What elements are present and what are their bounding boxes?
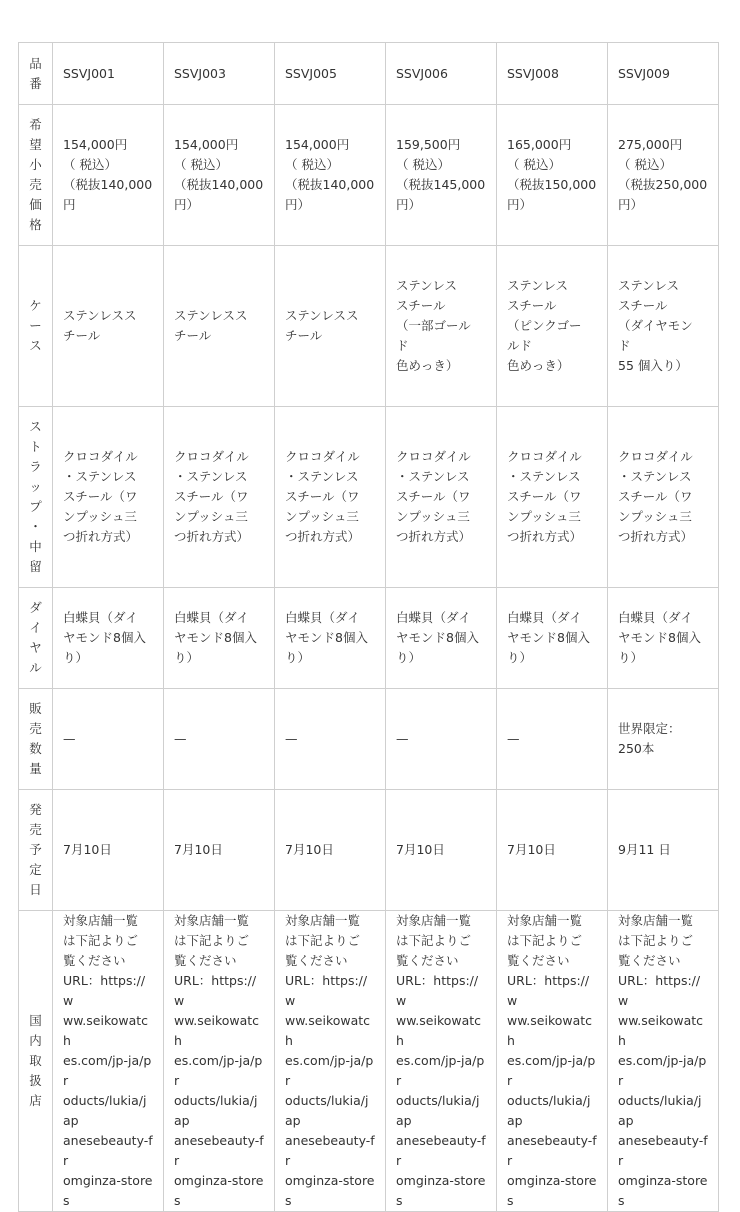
cell-price-1: 154,000円 （ 税込） （税抜140,000 円 (53, 105, 164, 246)
header-dial: ダ イ ヤ ル (19, 588, 53, 689)
cell-stores-3: 対象店舗一覧 は下記よりご 覧ください URL：https://w ww.seikowatch es.com/jp-ja/pr oducts/lukia/jap anesebeauty-fr omginza-stores (275, 911, 386, 1212)
row-strap (19, 407, 719, 588)
cell-model-3: SSVJ005 (275, 43, 386, 105)
header-price: 希 望 小 売 価 格 (19, 105, 53, 246)
cell-strap-5: クロコダイル ・ステンレス スチール（ワ ンプッシュ三 つ折れ方式） (497, 407, 608, 588)
cell-case-1: ステンレスス チール (53, 246, 164, 407)
cell-case-2: ステンレスス チール (164, 246, 275, 407)
cell-case-3: ステンレスス チール (275, 246, 386, 407)
cell-dial-3: 白蝶貝（ダイ ヤモンド8個入 り） (275, 588, 386, 689)
row-dial (19, 588, 719, 689)
cell-model-2: SSVJ003 (164, 43, 275, 105)
cell-case-6: ステンレス スチール （ダイヤモン ド 55 個入り） (608, 246, 719, 407)
cell-model-1: SSVJ001 (53, 43, 164, 105)
row-quantity (19, 689, 719, 790)
cell-stores-1: 対象店舗一覧 は下記よりご 覧ください URL：https://w ww.seikowatch es.com/jp-ja/pr oducts/lukia/jap anesebeauty-fr omginza-stores (53, 911, 164, 1212)
cell-quantity-2: — (164, 689, 275, 790)
cell-release-1: 7月10日 (53, 790, 164, 911)
cell-release-2: 7月10日 (164, 790, 275, 911)
header-stores: 国 内 取 扱 店 (19, 911, 53, 1212)
row-model-number (19, 43, 719, 105)
cell-strap-6: クロコダイル ・ステンレス スチール（ワ ンプッシュ三 つ折れ方式） (608, 407, 719, 588)
cell-release-3: 7月10日 (275, 790, 386, 911)
header-model-number: 品 番 (19, 43, 53, 105)
spec-table (18, 42, 719, 1212)
cell-price-6: 275,000円 （ 税込） （税抜250,000 円） (608, 105, 719, 246)
header-strap: ス ト ラ ッ プ ・ 中 留 (19, 407, 53, 588)
cell-strap-4: クロコダイル ・ステンレス スチール（ワ ンプッシュ三 つ折れ方式） (386, 407, 497, 588)
cell-strap-2: クロコダイル ・ステンレス スチール（ワ ンプッシュ三 つ折れ方式） (164, 407, 275, 588)
cell-price-5: 165,000円 （ 税込） （税抜150,000 円） (497, 105, 608, 246)
cell-dial-5: 白蝶貝（ダイ ヤモンド8個入 り） (497, 588, 608, 689)
cell-dial-2: 白蝶貝（ダイ ヤモンド8個入 り） (164, 588, 275, 689)
row-price (19, 105, 719, 246)
cell-quantity-5: — (497, 689, 608, 790)
cell-quantity-1: — (53, 689, 164, 790)
cell-model-6: SSVJ009 (608, 43, 719, 105)
cell-quantity-3: — (275, 689, 386, 790)
cell-strap-1: クロコダイル ・ステンレス スチール（ワ ンプッシュ三 つ折れ方式） (53, 407, 164, 588)
cell-price-3: 154,000円 （ 税込） （税抜140,000 円） (275, 105, 386, 246)
row-stores (19, 911, 719, 1212)
cell-dial-1: 白蝶貝（ダイ ヤモンド8個入 り） (53, 588, 164, 689)
cell-strap-3: クロコダイル ・ステンレス スチール（ワ ンプッシュ三 つ折れ方式） (275, 407, 386, 588)
header-release-date: 発 売 予 定 日 (19, 790, 53, 911)
header-quantity: 販 売 数 量 (19, 689, 53, 790)
cell-quantity-4: — (386, 689, 497, 790)
cell-case-5: ステンレス スチール （ピンクゴー ルド 色めっき） (497, 246, 608, 407)
cell-stores-4: 対象店舗一覧 は下記よりご 覧ください URL：https://w ww.seikowatch es.com/jp-ja/pr oducts/lukia/jap anesebeauty-fr omginza-stores (386, 911, 497, 1212)
cell-quantity-6: 世界限定： 250本 (608, 689, 719, 790)
cell-release-5: 7月10日 (497, 790, 608, 911)
cell-price-4: 159,500円 （ 税込） （税抜145,000 円） (386, 105, 497, 246)
row-case (19, 246, 719, 407)
cell-stores-5: 対象店舗一覧 は下記よりご 覧ください URL：https://w ww.seikowatch es.com/jp-ja/pr oducts/lukia/jap anesebeauty-fr omginza-stores (497, 911, 608, 1212)
cell-model-5: SSVJ008 (497, 43, 608, 105)
cell-stores-6: 対象店舗一覧 は下記よりご 覧ください URL：https://w ww.seikowatch es.com/jp-ja/pr oducts/lukia/jap anesebeauty-fr omginza-stores (608, 911, 719, 1212)
header-case: ケ ー ス (19, 246, 53, 407)
cell-case-4: ステンレス スチール （一部ゴール ド 色めっき） (386, 246, 497, 407)
cell-release-6: 9月11 日 (608, 790, 719, 911)
cell-dial-6: 白蝶貝（ダイ ヤモンド8個入 り） (608, 588, 719, 689)
row-release-date (19, 790, 719, 911)
cell-dial-4: 白蝶貝（ダイ ヤモンド8個入 り） (386, 588, 497, 689)
cell-release-4: 7月10日 (386, 790, 497, 911)
cell-stores-2: 対象店舗一覧 は下記よりご 覧ください URL：https://w ww.seikowatch es.com/jp-ja/pr oducts/lukia/jap anesebeauty-fr omginza-stores (164, 911, 275, 1212)
cell-model-4: SSVJ006 (386, 43, 497, 105)
cell-price-2: 154,000円 （ 税込） （税抜140,000 円） (164, 105, 275, 246)
